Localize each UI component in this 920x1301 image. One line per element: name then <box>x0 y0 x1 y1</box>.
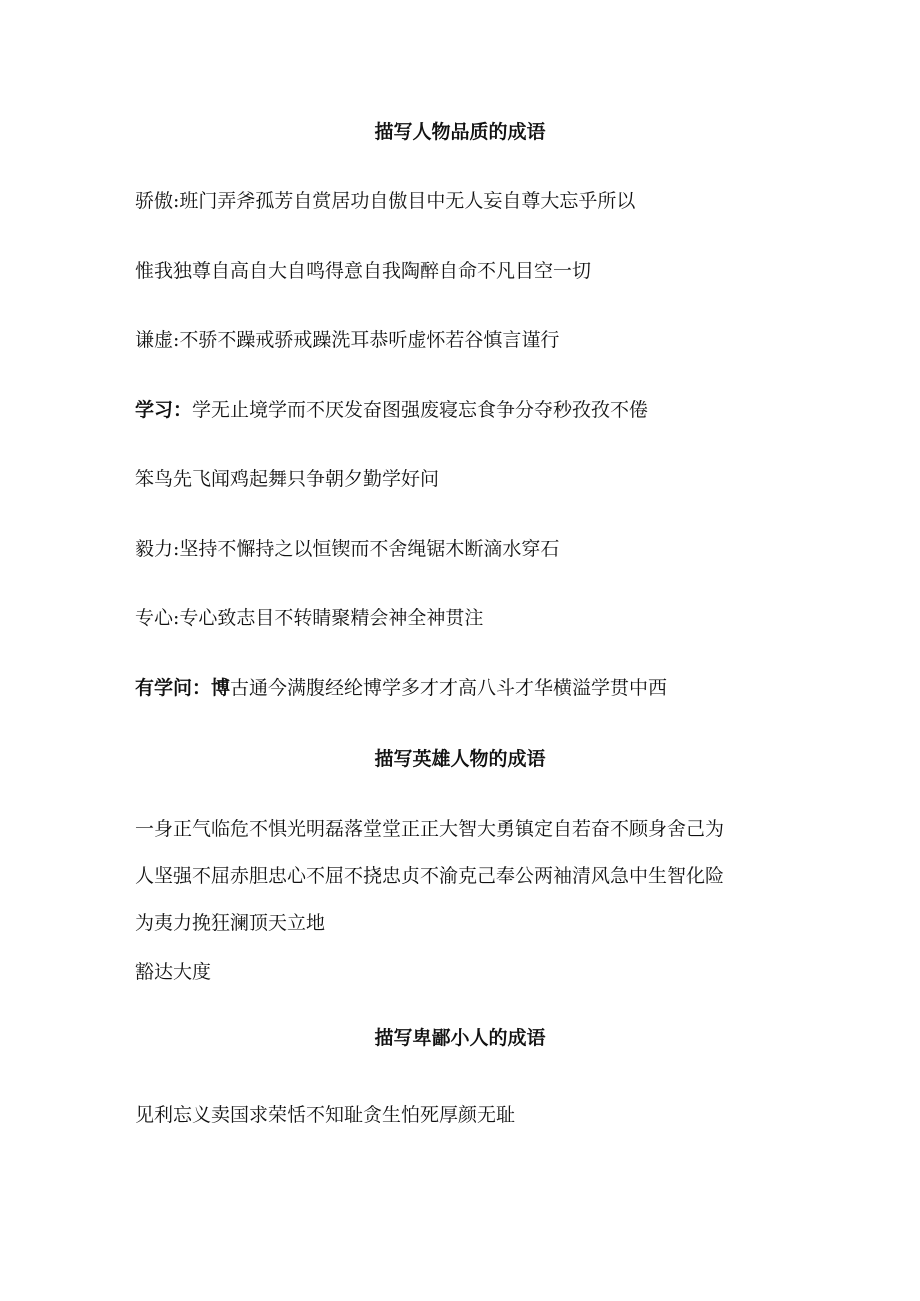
idiom-text: 学无止境学而不厌发奋图强废寝忘食争分夺秒孜孜不倦 <box>192 399 649 421</box>
idiom-text: 专心:专心致志目不转睛聚精会神全神贯注 <box>135 607 484 629</box>
idiom-label-learned: 有学问：博 <box>135 677 231 699</box>
idiom-text: 毅力:坚持不懈持之以恒锲而不舍绳锯木断滴水穿石 <box>135 538 560 560</box>
idiom-line-villains <box>135 1103 835 1127</box>
idiom-text: 人坚强不屈赤胆忠心不屈不挠忠贞不渝克己奉公两袖清风急中生智化险 <box>135 865 725 887</box>
idiom-line-concentration <box>135 606 835 630</box>
idiom-line-heroes-3 <box>135 911 835 935</box>
section-heading-heroes: 描写英雄人物的成语 <box>374 748 546 770</box>
idiom-text: 一身正气临危不惧光明磊落堂堂正正大智大勇镇定自若奋不顾身舍己为 <box>135 818 725 840</box>
idiom-text: 古通今满腹经纶博学多才才高八斗才华横溢学贯中西 <box>230 677 668 699</box>
idiom-line-learning <box>135 398 835 422</box>
idiom-line-arrogance-continued <box>135 259 835 283</box>
idiom-text: 为夷力挽狂澜顶天立地 <box>135 912 326 934</box>
idiom-text: 笨鸟先飞闻鸡起舞只争朝夕勤学好问 <box>135 468 440 490</box>
idiom-line-heroes-1 <box>135 817 835 841</box>
idiom-text: 惟我独尊自高自大自鸣得意自我陶醉自命不凡目空一切 <box>135 260 592 282</box>
idiom-line-heroes-2 <box>135 864 835 888</box>
idiom-text: 见利忘义卖国求荣恬不知耻贪生怕死厚颜无耻 <box>135 1104 516 1126</box>
section-heading-character-qualities: 描写人物品质的成语 <box>374 121 546 143</box>
idiom-line-modesty <box>135 328 835 352</box>
idiom-text: 骄傲:班门弄斧孤芳自赏居功自傲目中无人妄自尊大忘乎所以 <box>135 190 636 212</box>
idiom-text: 谦虚:不骄不躁戒骄戒躁洗耳恭听虚怀若谷慎言谨行 <box>135 329 560 351</box>
idiom-line-learned <box>135 676 835 700</box>
idiom-text: 豁达大度 <box>135 961 212 983</box>
section-heading-villains: 描写卑鄙小人的成语 <box>374 1027 546 1049</box>
idiom-label-learning: 学习： <box>135 399 193 421</box>
idiom-line-arrogance <box>135 189 835 213</box>
idiom-line-heroes-4 <box>135 960 835 984</box>
idiom-line-learning-continued <box>135 467 835 491</box>
idiom-line-perseverance <box>135 537 835 561</box>
